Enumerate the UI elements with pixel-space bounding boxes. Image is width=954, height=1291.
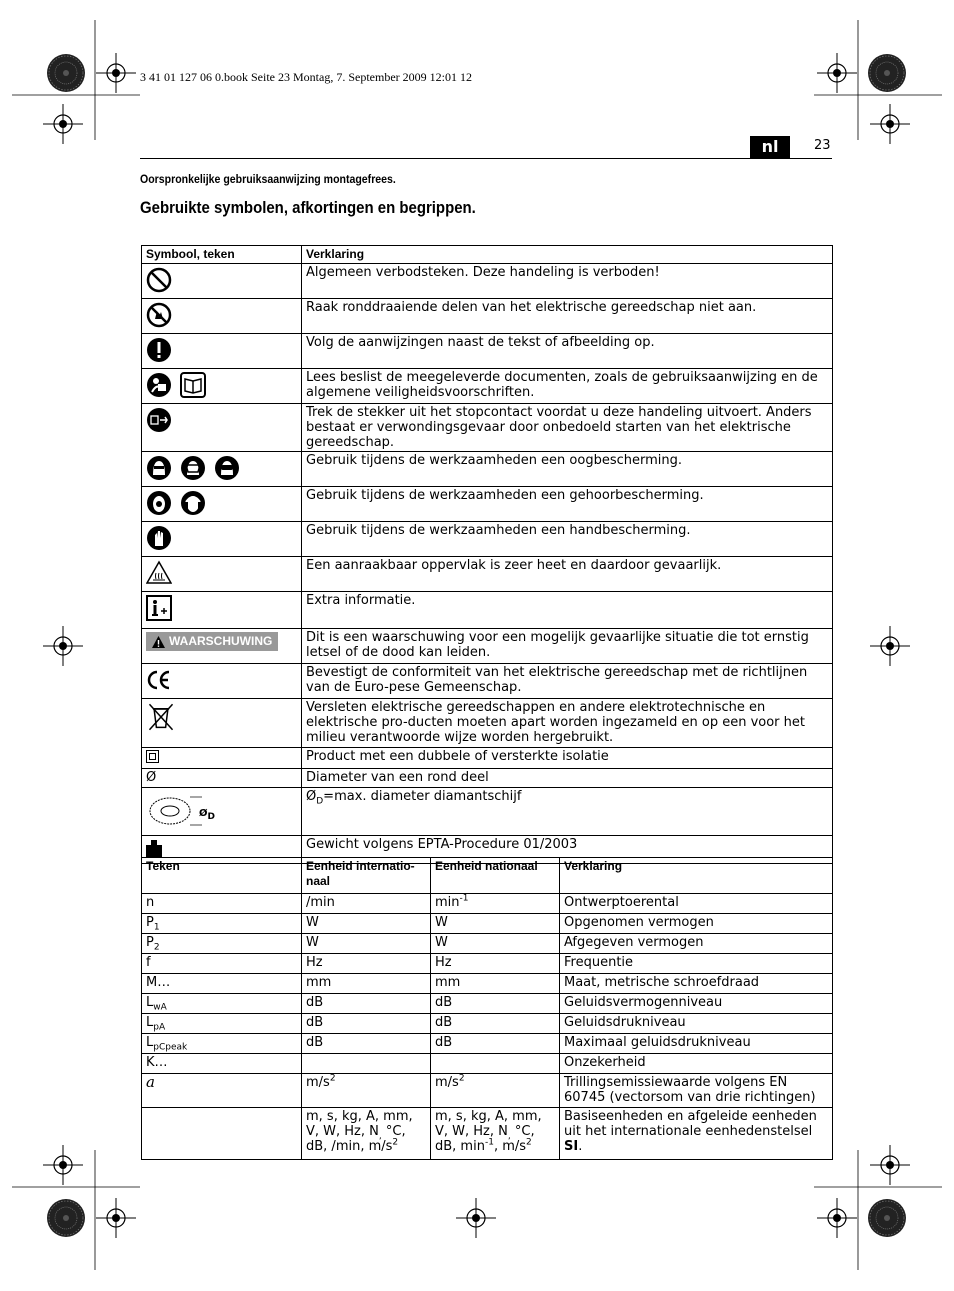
national-unit-cell: W: [431, 914, 560, 934]
table-row: [142, 664, 833, 699]
description-cell: Geluidsvermogenniveau: [560, 994, 833, 1014]
col-header-description: Verklaring: [560, 858, 833, 894]
explanation-cell: Versleten elektrische gereedschappen en andere elektrotechnische en elektrische pro-ducten moeten apart worden ingezameld en op een voor het milieu verantwoorde wijze worden hergebruikt.: [302, 699, 833, 748]
info-plus-icon: [146, 595, 172, 621]
national-unit-cell: [431, 1054, 560, 1074]
table-row: [142, 974, 833, 994]
table-row: [142, 1074, 833, 1108]
sign-cell: n: [142, 894, 302, 914]
intl-unit-cell: dB: [302, 1034, 431, 1054]
symbol-cell: [142, 629, 302, 664]
units-table: [141, 857, 833, 1160]
explanation-cell: Algemeen verbodsteken. Deze handeling is verboden!: [302, 264, 833, 299]
symbol-cell: [142, 664, 302, 699]
national-unit-cell: dB: [431, 1014, 560, 1034]
book-info: 3 41 01 127 06 0.book Seite 23 Montag, 7. September 2009 12:01 12: [140, 70, 472, 84]
explanation-cell: Een aanraakbaar oppervlak is zeer heet en daardoor gevaarlijk.: [302, 557, 833, 592]
symbol-cell: [142, 592, 302, 629]
symbols-table-header: [142, 246, 833, 264]
description-cell: Onzekerheid: [560, 1054, 833, 1074]
book-icon: [180, 372, 206, 398]
table-row: [142, 788, 833, 836]
earmuffs-icon: [180, 490, 206, 516]
description-cell: Basiseenheden en afgeleide eenheden uit het internationale eenhedenstelsel SI.: [560, 1108, 833, 1160]
symbol-cell: [142, 557, 302, 592]
national-unit-cell: W: [431, 934, 560, 954]
intl-unit-cell: W: [302, 934, 431, 954]
national-unit-cell: mm: [431, 974, 560, 994]
symbol-cell: [142, 264, 302, 299]
intl-unit-cell: $m/s^2$: [302, 1074, 431, 1108]
description-cell: Opgenomen vermogen: [560, 914, 833, 934]
table-row: [142, 264, 833, 299]
col-header-explanation: Verklaring: [302, 246, 833, 264]
document-subtitle: Oorspronkelijke gebruiksaanwijzing montagefrees.: [140, 172, 396, 186]
description-cell: Afgegeven vermogen: [560, 934, 833, 954]
prohibition-icon: [146, 267, 172, 293]
table-row: [142, 1014, 833, 1034]
table-row: [142, 1108, 833, 1160]
hot-surface-icon: [146, 560, 172, 586]
national-unit-cell: m, s, kg, A, mm, V, W, Hz, $N_,$ °C, dB, $\min^{-1}$, $m/s^2$: [431, 1108, 560, 1160]
crossed-bin-icon: [146, 702, 176, 732]
sign-cell: M…: [142, 974, 302, 994]
description-cell: Ontwerptoerental: [560, 894, 833, 914]
table-row: [142, 557, 833, 592]
symbol-cell: [142, 334, 302, 369]
explanation-cell: Gewicht volgens EPTA-Procedure 01/2003: [302, 836, 833, 864]
explanation-cell: Gebruik tijdens de werkzaamheden een gehoorbescherming.: [302, 487, 833, 522]
warning-label-text: WAARSCHUWING: [169, 634, 273, 648]
symbol-cell: [142, 404, 302, 452]
table-row: [142, 334, 833, 369]
intl-unit-cell: mm: [302, 974, 431, 994]
symbol-cell: [142, 748, 302, 769]
symbol-cell: [142, 522, 302, 557]
national-unit-cell: $m/s^2$: [431, 1074, 560, 1108]
sign-cell: $L_{wA}$: [142, 994, 302, 1014]
eye-protection-icon: [146, 455, 172, 481]
unplug-icon: [146, 407, 172, 433]
col-header-national-unit: Eenheid nationaal: [431, 858, 560, 894]
national-unit-cell: dB: [431, 1034, 560, 1054]
units-table-header: [142, 858, 833, 894]
symbol-cell: [142, 487, 302, 522]
disc-diameter-label: $Ø_D$: [199, 808, 215, 822]
intl-unit-cell: Hz: [302, 954, 431, 974]
sign-cell: K…: [142, 1054, 302, 1074]
table-row: [142, 748, 833, 769]
description-cell: Maximaal geluidsdrukniveau: [560, 1034, 833, 1054]
explanation-cell: Volg de aanwijzingen naast de tekst of afbeelding op.: [302, 334, 833, 369]
sign-cell: $L_{pA}$: [142, 1014, 302, 1034]
symbol-cell: [142, 699, 302, 748]
header-divider: [140, 158, 832, 159]
page-number: 23: [814, 138, 831, 153]
col-header-symbol: Symbool, teken: [142, 246, 302, 264]
double-insulation-icon: [146, 750, 159, 763]
national-unit-cell: dB: [431, 994, 560, 1014]
warning-label: [146, 632, 278, 651]
intl-unit-cell: m, s, kg, A, mm, V, W, Hz, $N_,$ °C, dB, /min, $m/s^2$: [302, 1108, 431, 1160]
goggles-icon: [214, 455, 240, 481]
explanation-cell: Dit is een waarschuwing voor een mogelijk gevaarlijke situatie die tot ernstig letsel of de dood kan leiden.: [302, 629, 833, 664]
table-row: [142, 487, 833, 522]
explanation-cell: Bevestigt de conformiteit van het elektrische gereedschap met de richtlijnen van de Euro-pese Gemeenschap.: [302, 664, 833, 699]
symbols-table: [141, 245, 833, 864]
explanation-cell: Gebruik tijdens de werkzaamheden een handbescherming.: [302, 522, 833, 557]
table-row: [142, 934, 833, 954]
sign-cell: $P_1$: [142, 914, 302, 934]
glove-icon: [146, 525, 172, 551]
table-row: [142, 452, 833, 487]
mandatory-exclamation-icon: [146, 337, 172, 363]
no-touch-rotating-icon: [146, 302, 172, 328]
table-row: [142, 954, 833, 974]
sign-cell: $P_2$: [142, 934, 302, 954]
national-unit-cell: $\min^{-1}$: [431, 894, 560, 914]
table-row: [142, 404, 833, 452]
table-row: [142, 1034, 833, 1054]
symbol-cell: [142, 299, 302, 334]
explanation-cell: Lees beslist de meegeleverde documenten, zoals de gebruiksaanwijzing en de algemene veiligheidsvoorschriften.: [302, 369, 833, 404]
intl-unit-cell: [302, 1054, 431, 1074]
weight-icon: [146, 840, 162, 858]
description-cell: Frequentie: [560, 954, 833, 974]
col-header-intl-unit: Eenheid internatio-naal: [302, 858, 431, 894]
table-row: [142, 894, 833, 914]
section-title: Gebruikte symbolen, afkortingen en begrippen.: [140, 198, 476, 217]
explanation-cell: Extra informatie.: [302, 592, 833, 629]
ce-mark-icon: [146, 667, 172, 693]
national-unit-cell: Hz: [431, 954, 560, 974]
table-row: [142, 994, 833, 1014]
table-row: [142, 592, 833, 629]
sign-cell: $L_{pCpeak}$: [142, 1034, 302, 1054]
table-row: [142, 369, 833, 404]
col-header-sign: Teken: [142, 858, 302, 894]
read-manual-icon: [146, 372, 172, 398]
table-row: [142, 522, 833, 557]
intl-unit-cell: /min: [302, 894, 431, 914]
language-badge: nl: [750, 136, 790, 158]
sign-cell: f: [142, 954, 302, 974]
warning-triangle-icon: [152, 636, 165, 648]
table-row: [142, 299, 833, 334]
intl-unit-cell: dB: [302, 1014, 431, 1034]
intl-unit-cell: W: [302, 914, 431, 934]
intl-unit-cell: dB: [302, 994, 431, 1014]
explanation-cell: Trek de stekker uit het stopcontact voordat u deze handeling uitvoert. Anders bestaat er verwondingsgevaar door onbedoeld starten van het elektrische gereedschap.: [302, 404, 833, 452]
explanation-cell: Raak ronddraaiende delen van het elektrische gereedschap niet aan.: [302, 299, 833, 334]
symbol-cell: [142, 788, 302, 836]
face-shield-icon: [180, 455, 206, 481]
explanation-cell: Product met een dubbele of versterkte isolatie: [302, 748, 833, 769]
description-cell: Trillingsemissiewaarde volgens EN 60745 (vectorsom van drie richtingen): [560, 1074, 833, 1108]
table-row: [142, 769, 833, 788]
sign-cell: a: [142, 1074, 302, 1108]
symbol-cell: [142, 369, 302, 404]
table-row: [142, 914, 833, 934]
explanation-cell: $Ø_D=\max$. diameter diamantschijf: [302, 788, 833, 836]
table-row: [142, 629, 833, 664]
ear-protection-icon: [146, 490, 172, 516]
table-row: [142, 699, 833, 748]
explanation-cell: Gebruik tijdens de werkzaamheden een oogbescherming.: [302, 452, 833, 487]
symbol-cell: Ø: [142, 769, 302, 788]
description-cell: Maat, metrische schroefdraad: [560, 974, 833, 994]
description-cell: Geluidsdrukniveau: [560, 1014, 833, 1034]
explanation-cell: Diameter van een rond deel: [302, 769, 833, 788]
sign-cell: [142, 1108, 302, 1160]
table-row: [142, 1054, 833, 1074]
symbol-cell: [142, 452, 302, 487]
